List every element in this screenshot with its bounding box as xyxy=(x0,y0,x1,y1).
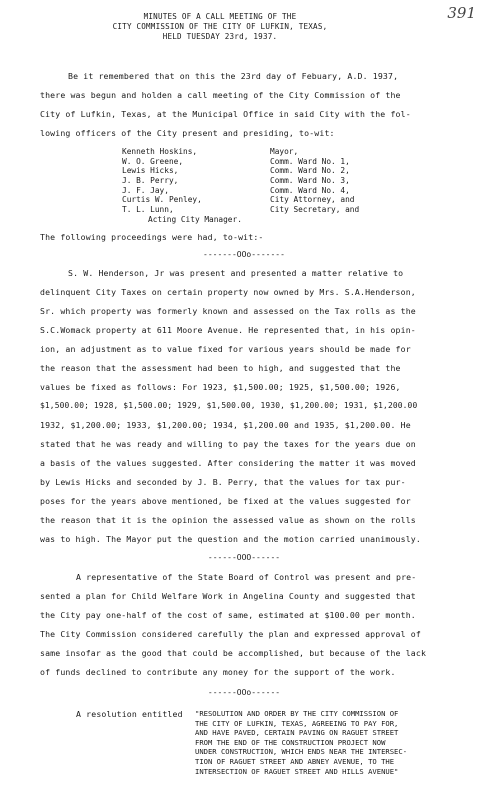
resolution-line: FROM THE END OF THE CONSTRUCTION PROJECT NOW xyxy=(195,737,386,747)
intro-line: City of Lufkin, Texas, at the Municipal Office in said City with the fol- xyxy=(40,109,411,119)
para2-line: of funds declined to contribute any money for the support of the work. xyxy=(40,667,396,677)
officer-title: Comm. Ward No. 2, xyxy=(270,166,350,176)
para1-line: the reason that it is the opinion the assessed value as shown on the rolls xyxy=(40,515,416,525)
officer-name: Curtis W. Penley, xyxy=(122,195,202,205)
resolution-line: INTERSECTION OF RAGUET STREET AND HILLS AVENUE" xyxy=(195,766,399,776)
officer-row xyxy=(122,157,359,167)
resolution-line: AND HAVE PAVED, CERTAIN PAVING ON RAGUET STREET xyxy=(195,728,399,738)
intro-line: there was begun and holden a call meeting of the City Commission of the xyxy=(40,90,401,100)
resolution-line: UNDER CONSTRUCTION, WHICH ENDS NEAR THE INTERSEC- xyxy=(195,747,408,757)
officer-name: J. F. Jay, xyxy=(122,185,169,195)
resolution-title xyxy=(195,709,407,776)
section-separator: ------OOO------ xyxy=(207,553,281,562)
officer-name: Kenneth Hoskins, xyxy=(122,147,198,156)
officers-list xyxy=(122,147,359,225)
officer-name: W. O. Greene, xyxy=(122,156,184,166)
intro-line: lowing officers of the City present and presiding, to-wit: xyxy=(40,128,335,138)
para1-line: S. W. Henderson, Jr was present and presented a matter relative to xyxy=(68,268,404,278)
officer-title: Comm. Ward No. 1, xyxy=(270,156,350,166)
officer-name: T. L. Lunn, xyxy=(122,205,174,215)
officer-title: Mayor, xyxy=(270,147,299,156)
resolution-line: "RESOLUTION AND ORDER BY THE CITY COMMISSION OF xyxy=(195,709,399,718)
para1-line: values be fixed as follows: For 1923, $1,500.00; 1925, $1,500.00; 1926, xyxy=(40,382,401,392)
para2-line: the City pay one-half of the cost of same, estimated at $100.00 per month. xyxy=(40,610,416,620)
officer-row xyxy=(122,166,359,176)
intro-line: Be it remembered that on this the 23rd day of Febuary, A.D. 1937, xyxy=(68,71,399,81)
para1-line: stated that he was ready and willing to pay the taxes for the years due on xyxy=(40,439,416,449)
officer-row xyxy=(122,176,359,186)
para2-line: same insofar as the good that could be accomplished, but because of the lack xyxy=(40,648,427,658)
para1-line: delinquent City Taxes on certain property now owned by Mrs. S.A.Henderson, xyxy=(40,287,416,297)
officer-name: J. B. Perry, xyxy=(122,176,179,186)
officer-row xyxy=(122,186,359,196)
header-line: CITY COMMISSION OF THE CITY OF LUFKIN, TEXAS, xyxy=(112,22,328,31)
para1-line: $1,500.00; 1928, $1,500.00; 1929, $1,500.00, 1930, $1,200.00; 1931, $1,200.00 xyxy=(40,401,418,410)
officer-row xyxy=(122,195,359,205)
acting-manager: Acting City Manager. xyxy=(148,214,242,224)
header-line: HELD TUESDAY 23rd, 1937. xyxy=(162,32,278,41)
para1-line: ion, an adjustment as to value fixed for various years should be made for xyxy=(40,344,411,354)
para1-line: 1932, $1,200.00; 1933, $1,200.00; 1934, $1,200.00 and 1935, $1,200.00. He xyxy=(40,420,411,430)
minutes-header xyxy=(60,12,380,42)
officer-title: City Secretary, and xyxy=(270,205,360,215)
para1-line: was to high. The Mayor put the question and the motion carried unanimously. xyxy=(40,534,421,544)
page-number: 391 xyxy=(447,4,476,22)
officer-title: Comm. Ward No. 4, xyxy=(270,185,350,195)
para1-line: Sr. which property was formerly known and assessed on the Tax rolls as the xyxy=(40,306,416,316)
officer-title: City Attorney, and xyxy=(270,195,355,205)
para2-line: A representative of the State Board of Control was present and pre- xyxy=(76,572,417,582)
resolution-line: THE CITY OF LUFKIN, TEXAS, AGREEING TO PAY FOR, xyxy=(195,718,399,728)
officer-row xyxy=(122,147,359,157)
section-separator: -------OOo------- xyxy=(203,250,285,259)
para1-line: S.C.Womack property at 611 Moore Avenue. He represented that, in his opin- xyxy=(40,325,416,335)
para1-line: a basis of the values suggested. After considering the matter it was moved xyxy=(40,458,416,468)
para3-lead: A resolution entitled xyxy=(76,709,183,719)
proceedings-intro: The following proceedings were had, to-wit:- xyxy=(40,232,264,242)
para1-line: by Lewis Hicks and seconded by J. B. Perry, that the values for tax pur- xyxy=(40,477,406,487)
para2-line: sented a plan for Child Welfare Work in Angelina County and suggested that xyxy=(40,591,416,601)
para1-line: the reason that the assessment had been to high, and suggested that the xyxy=(40,363,401,373)
para2-line: The City Commission considered carefully the plan and expressed approval of xyxy=(40,629,421,639)
section-separator: ------OOo------ xyxy=(207,688,281,697)
officer-title: Comm. Ward No. 3, xyxy=(270,176,350,186)
resolution-line: TION OF RAGUET STREET AND ABNEY AVENUE, TO THE xyxy=(195,756,395,766)
officer-name: Lewis Hicks, xyxy=(122,166,179,176)
para1-line: poses for the years above mentioned, be fixed at the values suggested for xyxy=(40,496,411,506)
header-line: MINUTES OF A CALL MEETING OF THE xyxy=(143,12,297,21)
officer-row xyxy=(122,205,359,215)
